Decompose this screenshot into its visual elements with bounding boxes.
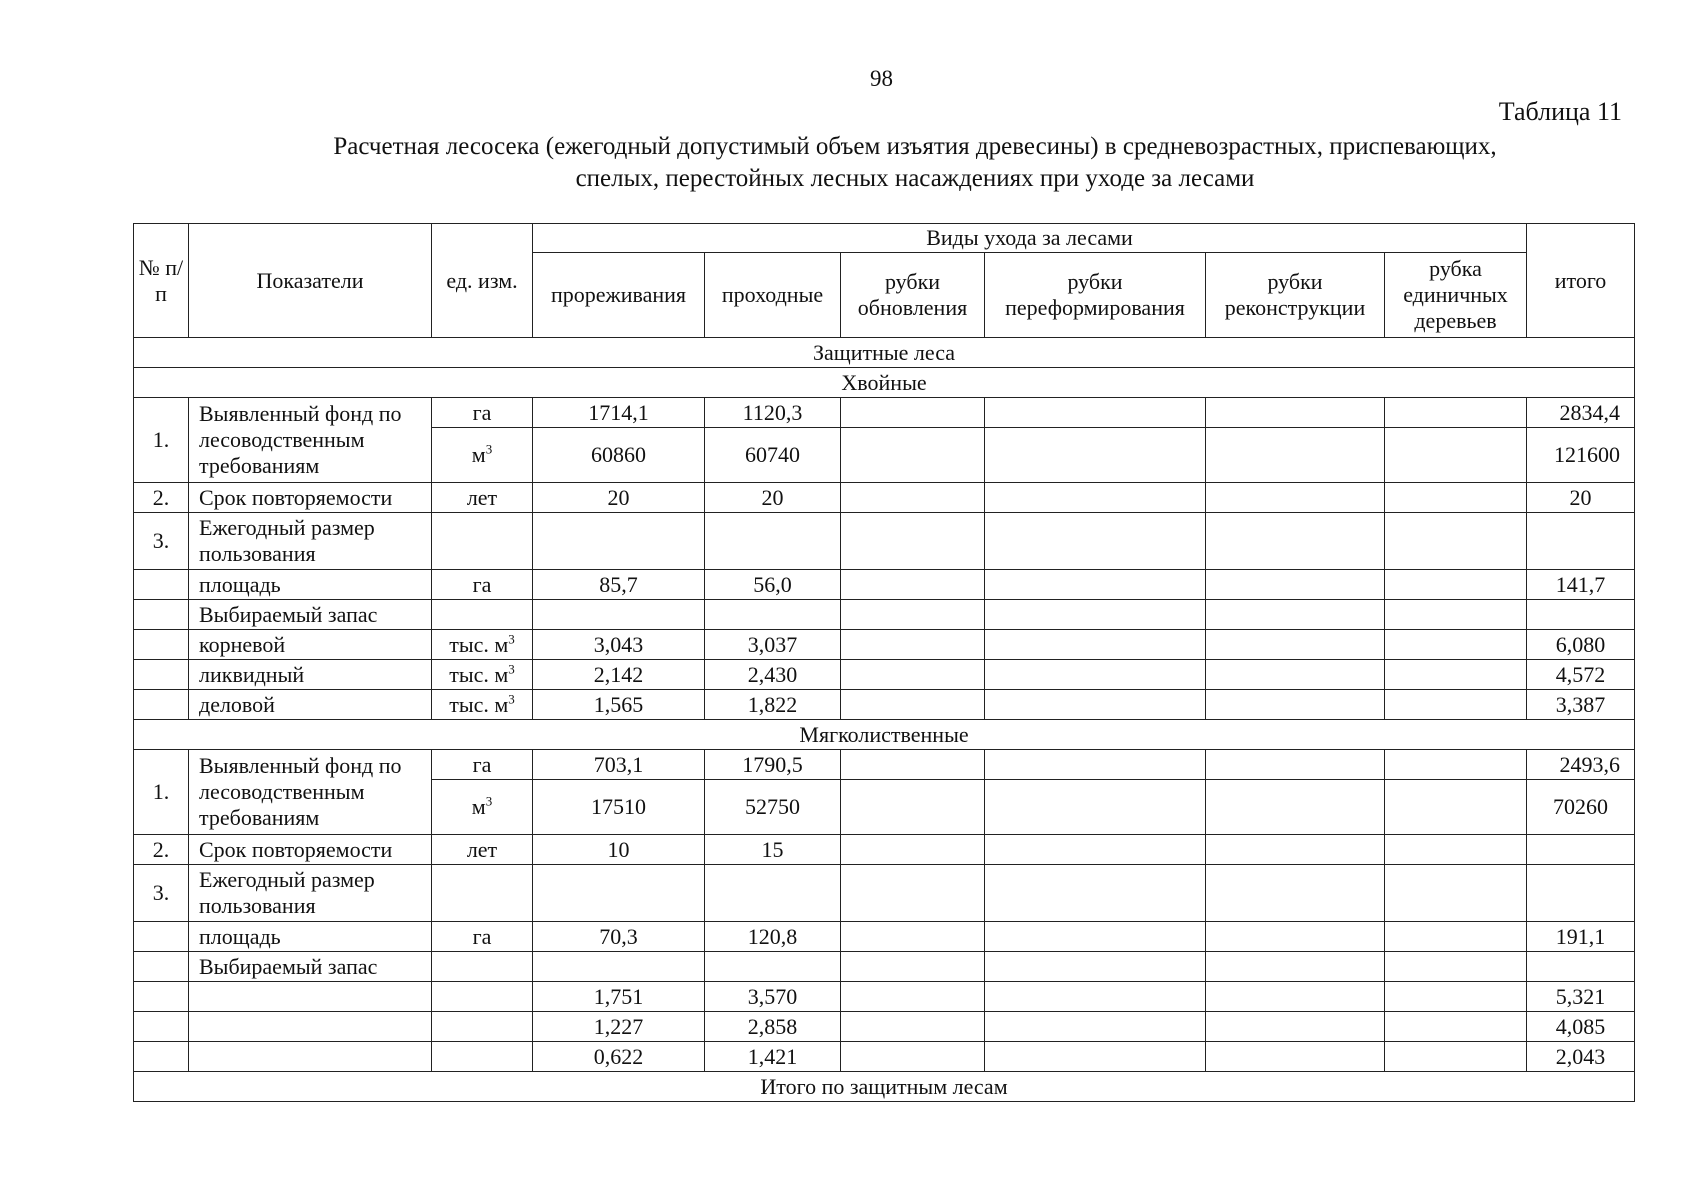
indicator-label: площадь [189, 922, 432, 952]
value-passage: 1,421 [705, 1042, 841, 1072]
value-total: 121600 [1527, 428, 1635, 483]
indicator-label: Ежегодный размер пользования [189, 865, 432, 922]
header-col-4: рубки переформирования [985, 253, 1206, 338]
forest-harvest-table [133, 223, 1635, 1102]
value-total: 20 [1527, 483, 1635, 513]
group-title-softwood: Мягколиственные [134, 720, 1635, 750]
table-row [134, 922, 1635, 952]
unit-cell: $м^3$ [432, 428, 533, 483]
value-thinning: 1,227 [533, 1012, 705, 1042]
table-row [134, 690, 1635, 720]
table-row [134, 398, 1635, 428]
header-col-1: прореживания [533, 253, 705, 338]
value-thinning: 2,142 [533, 660, 705, 690]
title-line-1: Расчетная лесосека (ежегодный допустимый объем изъятия древесины) в средневозрастных, приспевающих, [333, 133, 1497, 160]
unit-cell: лет [432, 835, 533, 865]
table-label: Таблица 11 [1498, 97, 1622, 126]
table-row [134, 660, 1635, 690]
table-row [134, 835, 1635, 865]
value-thinning: 703,1 [533, 750, 705, 780]
indicator-label: Выявленный фонд по лесоводственным требованиям [189, 750, 432, 835]
header-col-6: рубка единичных деревьев [1385, 253, 1527, 338]
value-total: 2493,6 [1527, 750, 1635, 780]
unit-cell: га [432, 570, 533, 600]
value-total: 4,085 [1527, 1012, 1635, 1042]
value-passage: 1790,5 [705, 750, 841, 780]
indicator-label: корневой [189, 630, 432, 660]
value-passage: 1120,3 [705, 398, 841, 428]
header-col-3: рубки обновления [841, 253, 985, 338]
value-total: 2,043 [1527, 1042, 1635, 1072]
unit-cell: лет [432, 483, 533, 513]
value-thinning: 10 [533, 835, 705, 865]
footer-total-protective: Итого по защитным лесам [134, 1072, 1635, 1102]
row-number: 3. [134, 513, 189, 570]
value-passage: 20 [705, 483, 841, 513]
indicator-label: ликвидный [189, 660, 432, 690]
value-passage: 2,858 [705, 1012, 841, 1042]
value-passage: 1,822 [705, 690, 841, 720]
header-num: № п/п [134, 224, 189, 338]
indicator-label: Ежегодный размер пользования [189, 513, 432, 570]
value-thinning: 1,751 [533, 982, 705, 1012]
document-title [250, 131, 1580, 195]
header-col-5: рубки реконструкции [1206, 253, 1385, 338]
page-number: 98 [870, 66, 893, 91]
indicator-label: деловой [189, 690, 432, 720]
table-row [134, 865, 1635, 922]
table-row [134, 630, 1635, 660]
group-title-conifer: Хвойные [134, 368, 1635, 398]
section-protective-forests: Защитные леса [134, 338, 1635, 368]
value-total: 3,387 [1527, 690, 1635, 720]
header-indicator: Показатели [189, 224, 432, 338]
row-number: 2. [134, 483, 189, 513]
unit-cell: га [432, 750, 533, 780]
unit-cell: га [432, 922, 533, 952]
table-row [134, 750, 1635, 780]
indicator-label: Выбираемый запас [189, 600, 432, 630]
value-thinning: 1,565 [533, 690, 705, 720]
title-line-2: спелых, перестойных лесных насаждениях при уходе за лесами [575, 165, 1255, 192]
row-number: 3. [134, 865, 189, 922]
value-passage: 3,037 [705, 630, 841, 660]
unit-cell: $м^3$ [432, 780, 533, 835]
value-passage: 56,0 [705, 570, 841, 600]
header-unit: ед. изм. [432, 224, 533, 338]
indicator-label: Выявленный фонд по лесоводственным требованиям [189, 398, 432, 483]
header-care-types: Виды ухода за лесами [533, 224, 1527, 253]
table-row [134, 513, 1635, 570]
value-passage: 52750 [705, 780, 841, 835]
unit-cell: га [432, 398, 533, 428]
value-total: 5,321 [1527, 982, 1635, 1012]
table-row [134, 982, 1635, 1012]
indicator-label: Срок повторяемости [189, 483, 432, 513]
value-passage: 15 [705, 835, 841, 865]
value-passage: 120,8 [705, 922, 841, 952]
row-number: 1. [134, 750, 189, 835]
row-number: 2. [134, 835, 189, 865]
table-row [134, 952, 1635, 982]
value-thinning: 1714,1 [533, 398, 705, 428]
value-thinning: 20 [533, 483, 705, 513]
table-row [134, 1042, 1635, 1072]
value-thinning: 0,622 [533, 1042, 705, 1072]
value-total: 191,1 [1527, 922, 1635, 952]
unit-cell: тыс. $м^3$ [432, 660, 533, 690]
value-passage: 2,430 [705, 660, 841, 690]
table-row [134, 483, 1635, 513]
table-row [134, 1012, 1635, 1042]
value-passage: 3,570 [705, 982, 841, 1012]
value-thinning: 17510 [533, 780, 705, 835]
value-thinning: 60860 [533, 428, 705, 483]
value-thinning: 85,7 [533, 570, 705, 600]
value-total: 70260 [1527, 780, 1635, 835]
value-thinning: 3,043 [533, 630, 705, 660]
value-total: 6,080 [1527, 630, 1635, 660]
table-row [134, 570, 1635, 600]
value-total: 4,572 [1527, 660, 1635, 690]
value-passage: 60740 [705, 428, 841, 483]
row-number: 1. [134, 398, 189, 483]
indicator-label: площадь [189, 570, 432, 600]
unit-cell: тыс. $м^3$ [432, 630, 533, 660]
header-col-2: проходные [705, 253, 841, 338]
table-row [134, 600, 1635, 630]
indicator-label: Выбираемый запас [189, 952, 432, 982]
indicator-label: Срок повторяемости [189, 835, 432, 865]
header-total: итого [1527, 224, 1635, 338]
unit-cell: тыс. $м^3$ [432, 690, 533, 720]
value-total: 2834,4 [1527, 398, 1635, 428]
value-thinning: 70,3 [533, 922, 705, 952]
value-total: 141,7 [1527, 570, 1635, 600]
